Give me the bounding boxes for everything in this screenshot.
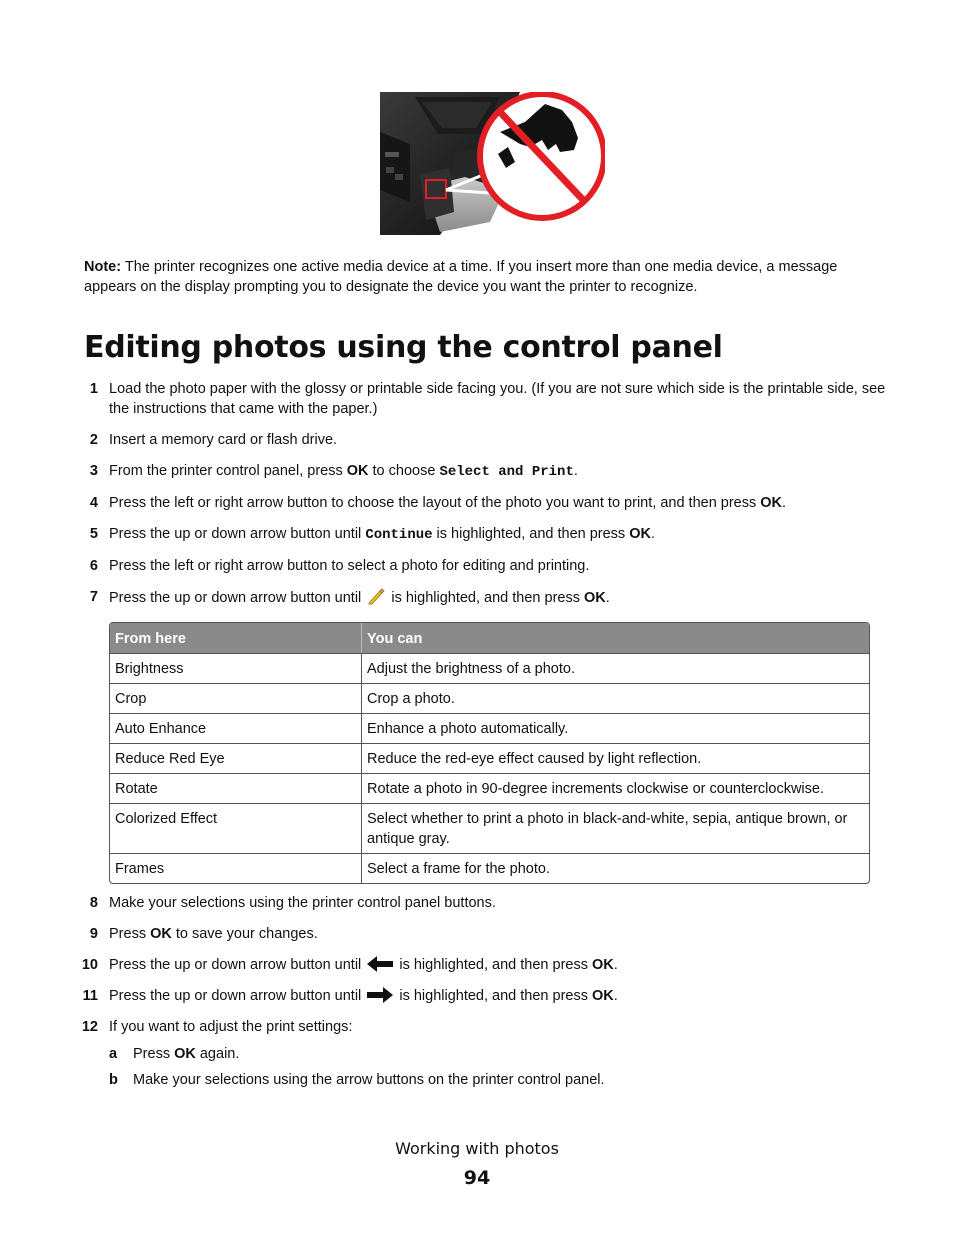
table-row [110,683,869,713]
step-text: Load the photo paper with the glossy or printable side facing you. (If you are not sure which side is the printable side, see the instructions that came with the paper.) [109,381,886,417]
no-insert-illustration [380,92,605,235]
edit-options-table [109,622,870,884]
page-number: 94 [463,1167,491,1189]
step-number: 9 [89,926,98,942]
step-text: Press the up or down arrow button until Continue is highlighted, and then press OK. [109,526,655,543]
option-description: Rotate a photo in 90-degree increments clockwise or counterclockwise. [361,773,869,803]
option-name: Rotate [110,773,361,803]
forward-arrow-icon [367,987,393,1003]
substep-text: Press OK again. [133,1046,240,1062]
table-row [110,653,869,683]
step-number: 2 [89,432,98,448]
option-description: Enhance a photo automatically. [361,713,869,743]
option-description: Select a frame for the photo. [361,853,869,883]
option-name: Frames [110,853,361,883]
pencil-edit-icon [367,587,385,605]
option-description: Adjust the brightness of a photo. [361,653,869,683]
step-number: 1 [89,381,98,397]
menu-option: Select and Print [439,464,574,480]
step-number: 7 [89,589,98,605]
table-row [110,713,869,743]
step-text: Press the up or down arrow button until is highlighted, and then press OK. [109,988,618,1004]
step-number: 8 [89,895,98,911]
table-header-row [110,623,869,653]
substep-text: Make your selections using the arrow buttons on the printer control panel. [133,1072,605,1088]
section-heading: Editing photos using the control panel [84,330,723,365]
step-number: 12 [81,1019,98,1035]
step-number: 10 [81,957,98,973]
step-text: Press the left or right arrow button to select a photo for editing and printing. [109,558,590,574]
step-text: If you want to adjust the print settings: [109,1019,353,1035]
back-arrow-icon [367,956,393,972]
step-text: From the printer control panel, press OK to choose Select and Print. [109,463,578,480]
option-description: Select whether to print a photo in black-and-white, sepia, antique brown, or antique gray. [361,803,869,853]
table-row [110,773,869,803]
note-text: The printer recognizes one active media device at a time. If you insert more than one media device, a message appears on the display prompting you to designate the device you want the printer to recognize. [84,259,838,295]
substep-letter: a [109,1046,118,1062]
menu-option: Continue [365,527,433,543]
option-name: Colorized Effect [110,803,361,853]
column-header: You can [361,623,869,653]
step-text: Press the up or down arrow button until is highlighted, and then press OK. [109,587,889,608]
option-name: Auto Enhance [110,713,361,743]
step-number: 4 [89,495,98,511]
step-text: Make your selections using the printer control panel buttons. [109,895,496,911]
step-number: 3 [89,463,98,479]
substep-letter: b [109,1072,118,1088]
step-text: Press the left or right arrow button to choose the layout of the photo you want to print, and then press OK. [109,495,787,511]
option-name: Reduce Red Eye [110,743,361,773]
step-number: 5 [89,526,98,542]
step-number: 11 [82,988,98,1004]
column-header: From here [110,623,361,653]
table-row [110,743,869,773]
note-paragraph [84,257,884,297]
step-text: Press the up or down arrow button until is highlighted, and then press OK. [109,957,618,973]
ok-label: OK [150,926,172,942]
table-row [110,803,869,853]
footer-section-title: Working with photos [395,1139,559,1158]
option-description: Reduce the red-eye effect caused by light reflection. [361,743,869,773]
table-row [110,853,869,883]
ok-label: OK [760,495,783,511]
step-number: 6 [89,558,98,574]
step-text: Insert a memory card or flash drive. [109,432,338,448]
ok-label: OK [592,988,614,1004]
ok-label: OK [174,1046,196,1062]
note-label: Note: [84,259,122,275]
ok-label: OK [346,463,369,479]
ok-label: OK [584,590,606,606]
ok-label: OK [592,957,614,973]
option-description: Crop a photo. [361,683,869,713]
option-name: Brightness [110,653,361,683]
ok-label: OK [629,526,651,542]
step-text: Press OK to save your changes. [109,926,318,942]
option-name: Crop [110,683,361,713]
